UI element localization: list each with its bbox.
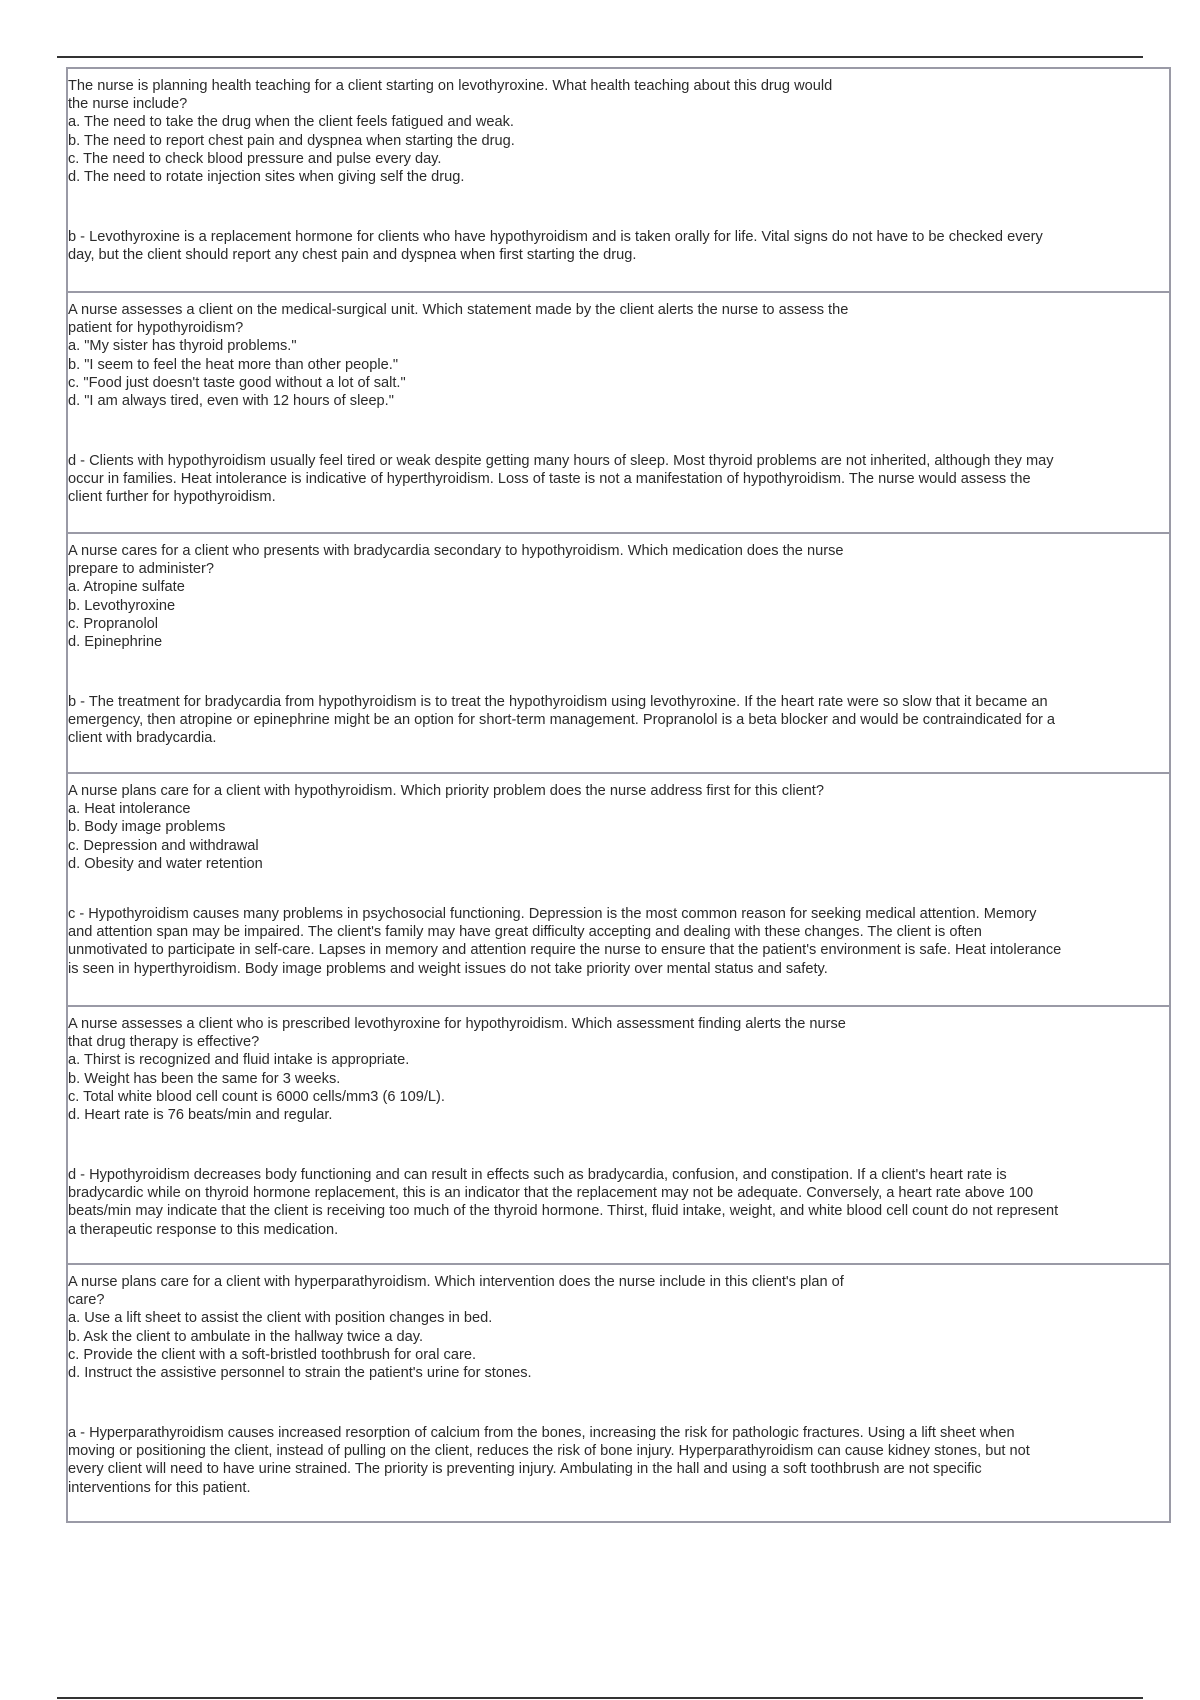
qa-block-2 — [68, 291, 1169, 532]
answer-option-a: a. Atropine sulfate — [68, 579, 185, 596]
answer-option-b: b. Body image problems — [68, 819, 226, 836]
question-stem-line: A nurse assesses a client on the medical-surgical unit. Which statement made by the client alerts the nurse to assess the — [68, 302, 849, 318]
qa-block-1 — [68, 69, 1169, 291]
answer-option-a: a. Heat intolerance — [68, 801, 191, 818]
question-6 — [68, 1273, 968, 1382]
answer-option-c: c. Total white blood cell count is 6000 cells/mm3 (6 109/L). — [68, 1088, 445, 1105]
answer-option-d: d. Instruct the assistive personnel to strain the patient's urine for stones. — [68, 1365, 532, 1382]
question-stem-line: A nurse plans care for a client with hyperparathyroidism. Which intervention does the nurse include in this client's plan of — [68, 1274, 844, 1290]
rationale-line: occur in families. Heat intolerance is indicative of hyperthyroidism. Loss of taste is not a manifestation of hypothyroidism. The nurse would assess the — [68, 471, 1031, 488]
answer-option-a: a. The need to take the drug when the client feels fatigued and weak. — [68, 114, 514, 131]
rationale-line: client with bradycardia. — [68, 730, 217, 747]
question-2 — [68, 301, 968, 410]
answer-option-c: c. The need to check blood pressure and pulse every day. — [68, 150, 442, 167]
rationale-line: d - Hypothyroidism decreases body functioning and can result in effects such as bradycardia, confusion, and constipation. If a client's heart rate is — [68, 1167, 1007, 1183]
answer-option-d: d. Heart rate is 76 beats/min and regular. — [68, 1107, 333, 1124]
rationale-1 — [68, 228, 1163, 264]
answer-option-c: c. Depression and withdrawal — [68, 837, 259, 854]
rationale-line: b - Levothyroxine is a replacement hormone for clients who have hypothyroidism and is taken orally for life. Vital signs do not have to be checked every — [68, 229, 1043, 245]
top-rule — [57, 56, 1143, 58]
question-stem-line: care? — [68, 1292, 105, 1309]
answer-option-b: b. The need to report chest pain and dyspnea when starting the drug. — [68, 132, 515, 149]
answer-option-d: d. Epinephrine — [68, 634, 163, 651]
answer-option-c: c. "Food just doesn't taste good without a lot of salt." — [68, 374, 406, 391]
answer-option-b: b. Weight has been the same for 3 weeks. — [68, 1070, 341, 1087]
question-3 — [68, 542, 968, 651]
answer-option-b: b. Ask the client to ambulate in the hallway twice a day. — [68, 1328, 424, 1345]
answer-option-c: c. Propranolol — [68, 615, 159, 632]
rationale-3 — [68, 693, 1163, 748]
rationale-line: d - Clients with hypothyroidism usually feel tired or weak despite getting many hours of sleep. Most thyroid problems are not inherited, although they may — [68, 453, 1054, 469]
question-stem-line: patient for hypothyroidism? — [68, 320, 244, 337]
answer-option-b: b. "I seem to feel the heat more than other people." — [68, 356, 399, 373]
rationale-line: is seen in hyperthyroidism. Body image problems and weight issues do not take priority over mental status and safety. — [68, 960, 828, 977]
question-table — [66, 67, 1171, 1523]
rationale-line: day, but the client should report any chest pain and dyspnea when first starting the drug. — [68, 247, 637, 264]
rationale-line: and attention span may be impaired. The client's family may have great difficulty accepting and dealing with these changes. The client is often — [68, 924, 982, 941]
answer-option-b: b. Levothyroxine — [68, 597, 176, 614]
bottom-rule — [57, 1697, 1143, 1699]
question-stem-line: A nurse plans care for a client with hypothyroidism. Which priority problem does the nurse address first for this client? — [68, 783, 824, 799]
answer-option-d: d. "I am always tired, even with 12 hours of sleep." — [68, 393, 394, 410]
answer-option-a: a. Use a lift sheet to assist the client with position changes in bed. — [68, 1310, 493, 1327]
rationale-line: interventions for this patient. — [68, 1479, 251, 1496]
rationale-line: beats/min may indicate that the client is receiving too much of the thyroid hormone. Thirst, fluid intake, weight, and white blood cell count do not represent — [68, 1203, 1059, 1220]
answer-option-d: d. Obesity and water retention — [68, 855, 263, 872]
qa-block-3 — [68, 532, 1169, 772]
question-stem-line: that drug therapy is effective? — [68, 1034, 260, 1051]
rationale-line: emergency, then atropine or epinephrine might be an option for short-term management. Propranolol is a beta blocker and would be contraindicated for a — [68, 712, 1056, 729]
question-stem-line: A nurse cares for a client who presents with bradycardia secondary to hypothyroidism. Which medication does the nurse — [68, 543, 844, 559]
question-4 — [68, 782, 968, 873]
qa-block-5 — [68, 1005, 1169, 1263]
rationale-line: client further for hypothyroidism. — [68, 489, 276, 506]
rationale-line: a therapeutic response to this medication. — [68, 1221, 339, 1238]
rationale-line: moving or positioning the client, instead of pulling on the client, reduces the risk of bone injury. Hyperparathyroidism can cause kidney stones, but not — [68, 1443, 1030, 1460]
answer-option-c: c. Provide the client with a soft-bristled toothbrush for oral care. — [68, 1346, 477, 1363]
rationale-line: a - Hyperparathyroidism causes increased resorption of calcium from the bones, increasing the risk for pathologic fractures. Using a lift sheet when — [68, 1425, 1015, 1441]
question-1 — [68, 77, 968, 186]
rationale-6 — [68, 1424, 1163, 1497]
question-5 — [68, 1015, 968, 1124]
rationale-line: every client will need to have urine strained. The priority is preventing injury. Ambulating in the hall and using a soft toothbrush are not specific — [68, 1461, 982, 1478]
question-stem-line: the nurse include? — [68, 96, 188, 113]
question-stem-line: A nurse assesses a client who is prescribed levothyroxine for hypothyroidism. Which assessment finding alerts the nurse — [68, 1016, 846, 1032]
answer-option-d: d. The need to rotate injection sites when giving self the drug. — [68, 169, 465, 186]
rationale-line: bradycardic while on thyroid hormone replacement, this is an indicator that the replacement may not be adequate. Conversely, a heart rate above 100 — [68, 1185, 1034, 1202]
answer-option-a: a. Thirst is recognized and fluid intake is appropriate. — [68, 1052, 410, 1069]
rationale-line: c - Hypothyroidism causes many problems in psychosocial functioning. Depression is the most common reason for seeking medical attention. Memory — [68, 906, 1037, 922]
qa-block-6 — [68, 1263, 1169, 1521]
question-stem-line: The nurse is planning health teaching for a client starting on levothyroxine. What health teaching about this drug would — [68, 78, 833, 94]
qa-block-4 — [68, 772, 1169, 1005]
answer-option-a: a. "My sister has thyroid problems." — [68, 338, 297, 355]
rationale-line: b - The treatment for bradycardia from hypothyroidism is to treat the hypothyroidism using levothyroxine. If the heart rate were so slow that it became an — [68, 694, 1048, 710]
rationale-5 — [68, 1166, 1163, 1239]
rationale-2 — [68, 452, 1163, 507]
rationale-line: unmotivated to participate in self-care. Lapses in memory and attention require the nurse to ensure that the patient's environment is safe. Heat intolerance — [68, 942, 1062, 959]
question-stem-line: prepare to administer? — [68, 561, 215, 578]
rationale-4 — [68, 905, 1163, 978]
